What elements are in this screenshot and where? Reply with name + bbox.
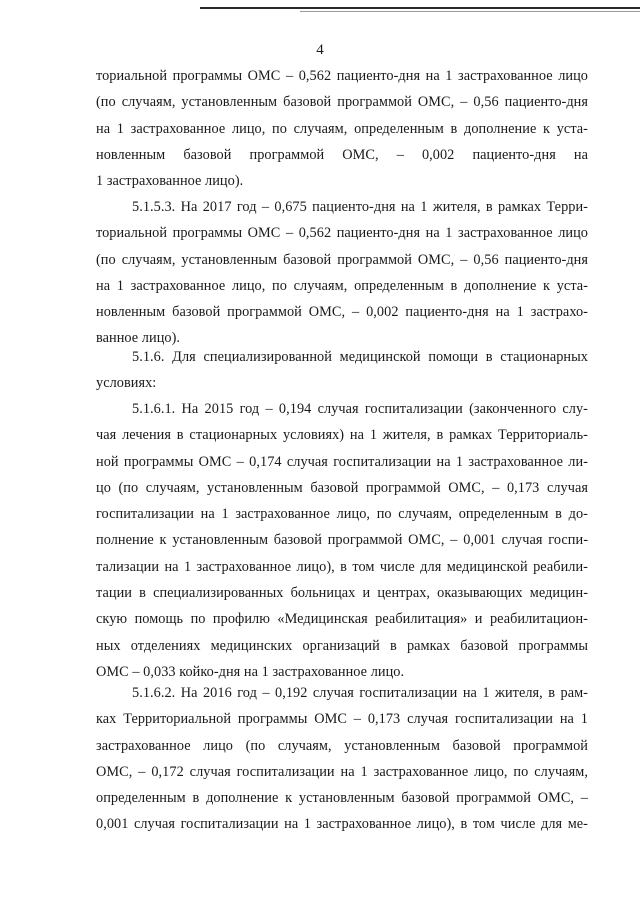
text-line: на 1 застрахованное лицо, по случаям, определенным в дополнение к уста-: [96, 120, 588, 137]
top-rule-secondary: [300, 11, 640, 12]
text-line: скую помощь по профилю «Медицинская реабилитация» и реабилитацион-: [96, 611, 588, 628]
text-line: на 1 застрахованное лицо, по случаям, определенным в дополнение к уста-: [96, 277, 588, 294]
paragraph-5-1-6-2: [96, 680, 588, 838]
text-line: условиях:: [96, 375, 157, 392]
text-line: ОМС, – 0,172 случая госпитализации на 1 застрахованное лицо, по случаям,: [96, 763, 588, 780]
text-line: новленным базовой программой ОМС, – 0,002 пациенто-дня на 1 застрахо-: [96, 304, 588, 321]
text-line: ной программы ОМС – 0,174 случая госпитализации на 1 застрахованное ли-: [96, 453, 588, 470]
text-line: ках Территориальной программы ОМС – 0,173 случая госпитализации на 1: [96, 711, 588, 728]
paragraph-5-1-6: [96, 344, 588, 397]
text-line: госпитализации на 1 застрахованное лицо, по случаям, определенным в до-: [96, 506, 588, 523]
text-line: ториальной программы ОМС – 0,562 пациенто-дня на 1 застрахованное лицо: [96, 68, 588, 84]
text-line: 5.1.6.1. На 2015 год – 0,194 случая госпитализации (законченного слу-: [132, 401, 588, 417]
text-line: новленным базовой программой ОМС, – 0,002 пациенто-дня на: [96, 146, 588, 163]
text-line: цо (по случаям, установленным базовой программой ОМС, – 0,173 случая: [96, 479, 588, 496]
text-line: 1 застрахованное лицо).: [96, 173, 244, 190]
text-line: 5.1.6. Для специализированной медицинской помощи в стационарных: [132, 349, 588, 365]
text-line: чая лечения в стационарных условиях) на 1 жителя, в рамках Территориаль-: [96, 427, 588, 444]
text-line: (по случаям, установленным базовой программой ОМС, – 0,56 пациенто-дня: [96, 94, 588, 111]
text-line: тализации на 1 застрахованное лицо), в том числе для медицинской реабили-: [96, 558, 588, 575]
top-rule: [200, 7, 640, 9]
text-line: полнение к установленным базовой программой ОМС, – 0,001 случая госпи-: [96, 532, 588, 549]
paragraph-5-1-5-3: [96, 194, 588, 352]
paragraph-5-1-6-1: [96, 396, 588, 685]
text-line: 5.1.6.2. На 2016 год – 0,192 случая госпитализации на 1 жителя, в рам-: [132, 685, 588, 701]
text-line: тации в специализированных больницах и центрах, оказывающих медицин-: [96, 585, 588, 602]
text-line: ОМС – 0,033 койко-дня на 1 застрахованное лицо.: [96, 663, 405, 680]
text-line: 5.1.5.3. На 2017 год – 0,675 пациенто-дня на 1 жителя, в рамках Терри-: [132, 199, 588, 215]
text-line: застрахованное лицо (по случаям, установленным базовой программой: [96, 737, 588, 754]
text-line: (по случаям, установленным базовой программой ОМС, – 0,56 пациенто-дня: [96, 251, 588, 268]
text-line: ванное лицо).: [96, 330, 181, 347]
text-line: 0,001 случая госпитализации на 1 застрахованное лицо), в том числе для ме-: [96, 816, 588, 833]
text-line: ных отделениях медицинских организаций в рамках базовой программы: [96, 637, 588, 654]
text-line: ториальной программы ОМС – 0,562 пациенто-дня на 1 застрахованное лицо: [96, 225, 588, 242]
paragraph-continuation: [96, 63, 588, 194]
page-number: 4: [316, 42, 324, 58]
text-line: определенным в дополнение к установленным базовой программой ОМС, –: [96, 790, 588, 807]
